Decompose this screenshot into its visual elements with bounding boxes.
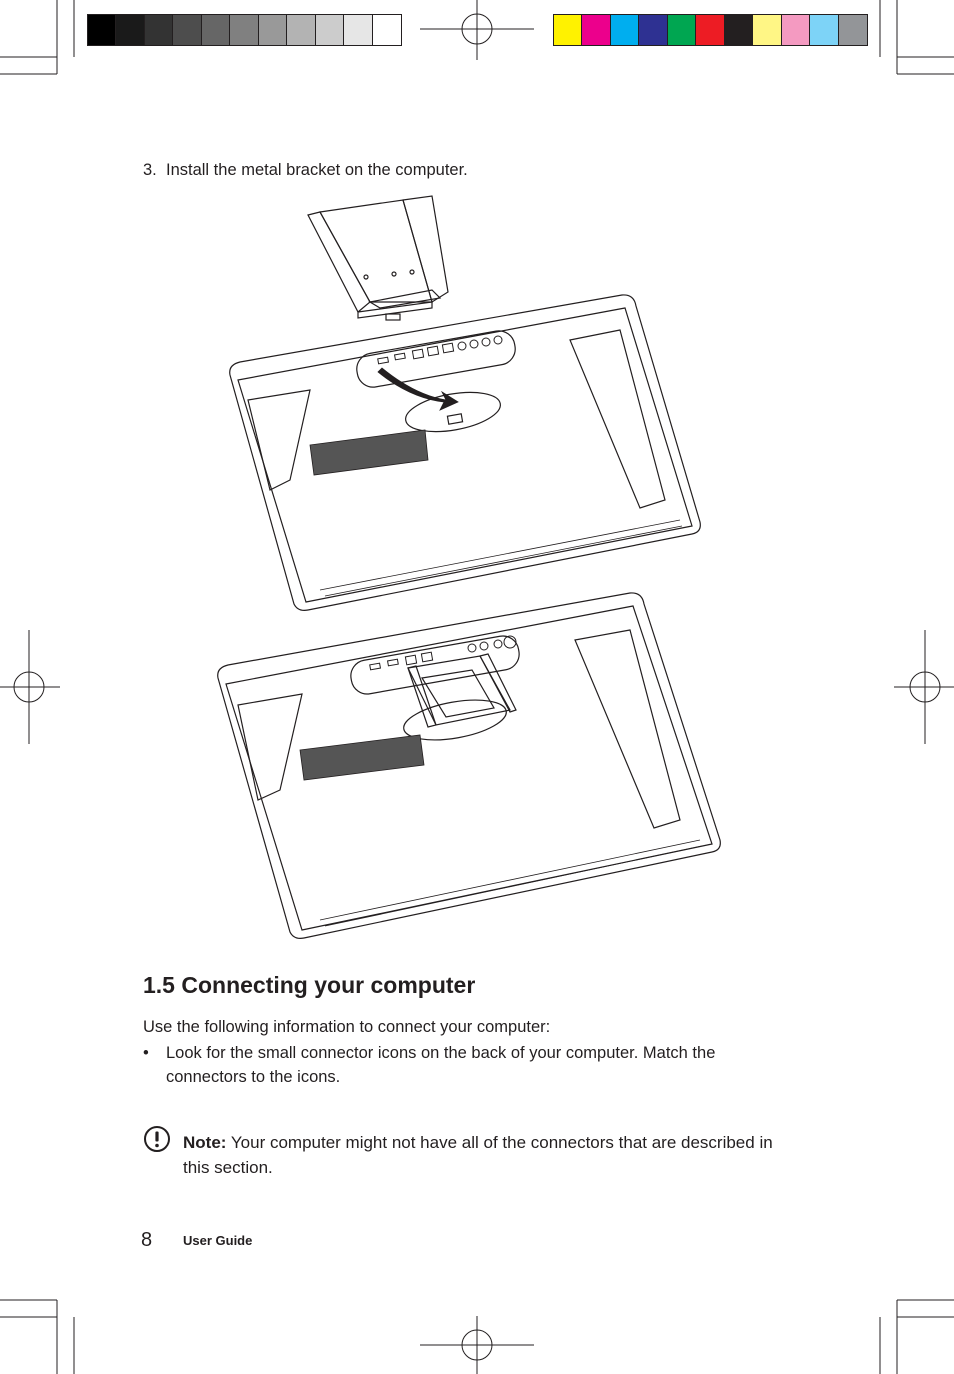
section-heading: 1.5 Connecting your computer xyxy=(143,972,476,998)
calibration-swatch xyxy=(230,15,258,45)
calibration-swatch xyxy=(373,15,401,45)
calibration-swatch xyxy=(316,15,344,45)
calibration-swatch xyxy=(668,15,696,45)
bullet-marker: • xyxy=(143,1044,149,1062)
page-number: 8 xyxy=(141,1229,153,1251)
registration-target-top xyxy=(420,0,534,60)
calibration-swatch xyxy=(582,15,610,45)
computer-back-lower xyxy=(218,593,721,938)
registration-target-right xyxy=(894,630,954,744)
gray-calibration-bar xyxy=(87,14,402,46)
calibration-swatch xyxy=(810,15,838,45)
color-calibration-bar xyxy=(553,14,868,46)
calibration-swatch xyxy=(173,15,201,45)
calibration-swatch xyxy=(88,15,116,45)
calibration-swatch xyxy=(696,15,724,45)
calibration-swatch xyxy=(145,15,173,45)
registration-target-left xyxy=(0,630,60,744)
list-item xyxy=(143,1041,783,1089)
bracket-installation-illustration xyxy=(210,190,730,950)
calibration-swatch xyxy=(753,15,781,45)
note-label: Note: xyxy=(183,1133,227,1152)
calibration-swatch xyxy=(725,15,753,45)
calibration-swatch xyxy=(116,15,144,45)
calibration-swatch xyxy=(259,15,287,45)
step-number: 3. xyxy=(143,161,157,179)
calibration-swatch xyxy=(782,15,810,45)
exclamation-circle-icon xyxy=(143,1125,171,1153)
calibration-swatch xyxy=(554,15,582,45)
calibration-swatch xyxy=(639,15,667,45)
calibration-swatch xyxy=(611,15,639,45)
step-3 xyxy=(143,160,468,180)
calibration-swatch xyxy=(344,15,372,45)
computer-back-upper xyxy=(230,295,701,610)
footer-title: User Guide xyxy=(183,1233,253,1248)
calibration-swatch xyxy=(839,15,867,45)
bullet-text: Look for the small connector icons on the back of your computer. Match the connectors to the icons. xyxy=(166,1044,716,1086)
calibration-swatch xyxy=(287,15,315,45)
step-text: Install the metal bracket on the computer. xyxy=(166,161,468,179)
calibration-swatch xyxy=(202,15,230,45)
registration-target-bottom xyxy=(420,1316,534,1374)
intro-text: Use the following information to connect your computer: xyxy=(143,1018,551,1036)
metal-bracket xyxy=(308,196,448,320)
note-text: Your computer might not have all of the connectors that are described in this section. xyxy=(183,1133,773,1177)
note xyxy=(183,1130,783,1180)
